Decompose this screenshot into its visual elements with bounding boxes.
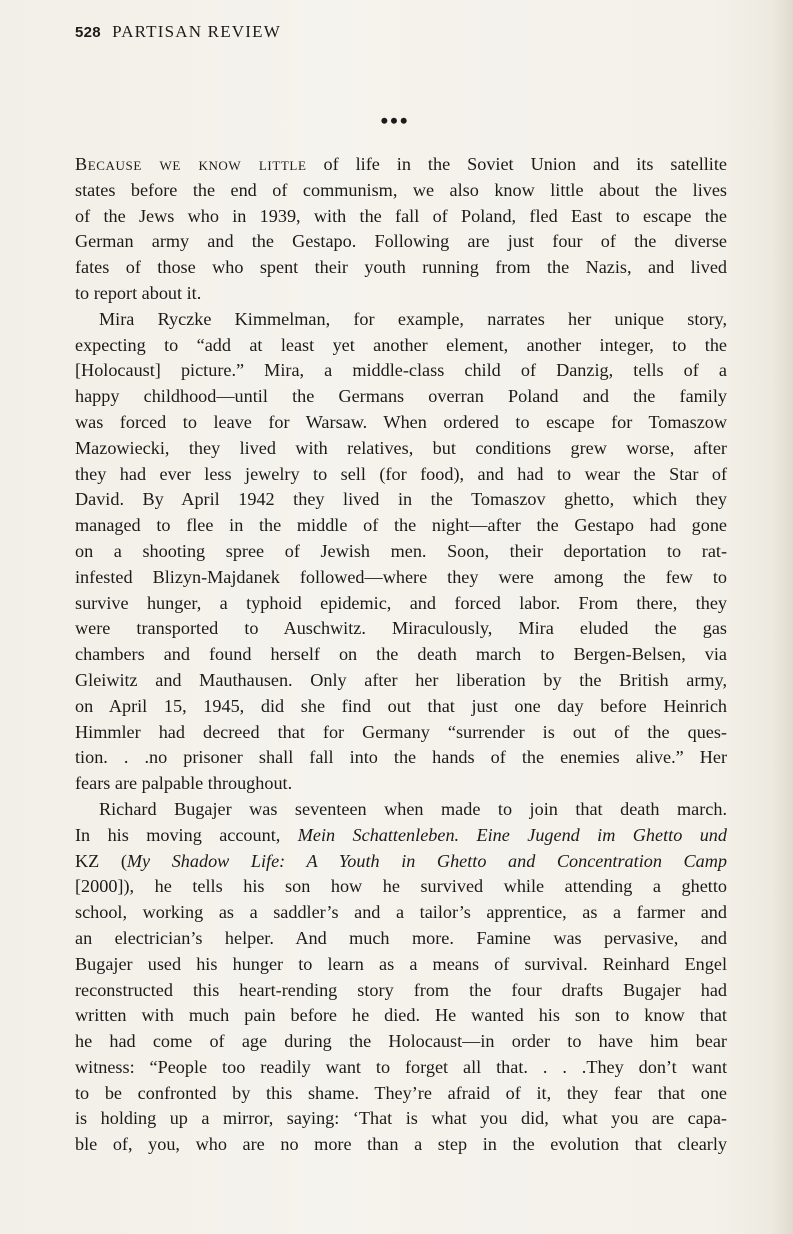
- book-title: Mein Schattenleben. Eine Jugend im Ghetto und: [297, 824, 727, 845]
- text-line: German army and the Gestapo. Following are just four of the diverse: [75, 231, 727, 252]
- text-line: reconstructed this heart-rending story from the four drafts Bugajer had: [75, 979, 727, 1000]
- page-edge-shadow: [771, 0, 793, 1234]
- text-line: Himmler had decreed that for Germany “surrender is out of the ques-: [75, 721, 727, 742]
- text-line: survive hunger, a typhoid epidemic, and forced labor. From there, they: [75, 592, 727, 613]
- text-line: witness: “People too readily want to forget all that. . . .They don’t want: [75, 1056, 727, 1077]
- text-line: infested Blizyn-Majdanek followed—where they were among the few to: [75, 566, 727, 587]
- text-line: written with much pain before he died. He wanted his son to know that: [75, 1005, 727, 1026]
- text-line: an electrician’s helper. And much more. Famine was pervasive, and: [75, 927, 727, 948]
- text-line: [2000]), he tells his son how he survived while attending a ghetto: [75, 876, 727, 897]
- text-line: he had come of age during the Holocaust—in order to have him bear: [75, 1031, 727, 1052]
- text-line: In his moving account, Mein Schattenleben. Eine Jugend im Ghetto und: [75, 824, 727, 845]
- text-line: states before the end of communism, we also know little about the lives: [75, 179, 727, 200]
- journal-title: PARTISAN REVIEW: [112, 22, 281, 41]
- text-line: expecting to “add at least yet another element, another integer, to the: [75, 334, 727, 355]
- text-line: Mazowiecki, they lived with relatives, but conditions grew worse, after: [75, 437, 727, 458]
- small-caps-lead: Because we know little: [75, 154, 307, 174]
- text-line: Because we know little of life in the Soviet Union and its satellite: [75, 154, 727, 174]
- text-line: they had ever less jewelry to sell (for food), and had to wear the Star of: [75, 463, 727, 484]
- page-number: 528: [75, 24, 101, 41]
- body-text: [75, 152, 727, 1158]
- text-line: tion. . .no prisoner shall fall into the hands of the enemies alive.” Her: [75, 747, 727, 768]
- text-line: to report about it.: [75, 282, 202, 303]
- text-line: was forced to leave for Warsaw. When ordered to escape for Tomaszow: [75, 411, 727, 432]
- text-line: [Holocaust] picture.” Mira, a middle-class child of Danzig, tells of a: [75, 360, 727, 381]
- text-line: happy childhood—until the Germans overran Poland and the family: [75, 386, 727, 407]
- text-line: Richard Bugajer was seventeen when made to join that death march.: [99, 798, 727, 819]
- text-line: school, working as a saddler’s and a tailor’s apprentice, as a farmer and: [75, 902, 727, 923]
- text-line: chambers and found herself on the death march to Bergen-Belsen, via: [75, 644, 727, 665]
- running-head: [75, 22, 281, 42]
- text-line: Gleiwitz and Mauthausen. Only after her liberation by the British army,: [75, 669, 727, 690]
- book-title: My Shadow Life: A Youth in Ghetto and Concentration Camp: [126, 850, 727, 871]
- text-line: of the Jews who in 1939, with the fall of Poland, fled East to escape the: [75, 205, 727, 226]
- text-line: to be confronted by this shame. They’re afraid of it, they fear that one: [75, 1082, 727, 1103]
- text-line: managed to flee in the middle of the night—after the Gestapo had gone: [75, 515, 727, 536]
- section-break-ornament: •••: [380, 108, 410, 133]
- text-line: is holding up a mirror, saying: ‘That is what you did, what you are capa-: [75, 1108, 727, 1129]
- text-line: Mira Ryczke Kimmelman, for example, narrates her unique story,: [99, 308, 727, 329]
- text-line: on a shooting spree of Jewish men. Soon, their deportation to rat-: [75, 540, 727, 561]
- text-line: David. By April 1942 they lived in the Tomaszov ghetto, which they: [75, 489, 727, 510]
- text-line: fears are palpable throughout.: [75, 773, 293, 794]
- text-line: on April 15, 1945, did she find out that just one day before Heinrich: [75, 695, 727, 716]
- text-line: were transported to Auschwitz. Miraculously, Mira eluded the gas: [75, 618, 727, 639]
- text-line: KZ (My Shadow Life: A Youth in Ghetto and Concentration Camp: [75, 850, 727, 871]
- text-line: fates of those who spent their youth running from the Nazis, and lived: [75, 257, 727, 278]
- text-line: ble of, you, who are no more than a step in the evolution that clearly: [75, 1134, 727, 1155]
- text-line: Bugajer used his hunger to learn as a means of survival. Reinhard Engel: [75, 953, 727, 974]
